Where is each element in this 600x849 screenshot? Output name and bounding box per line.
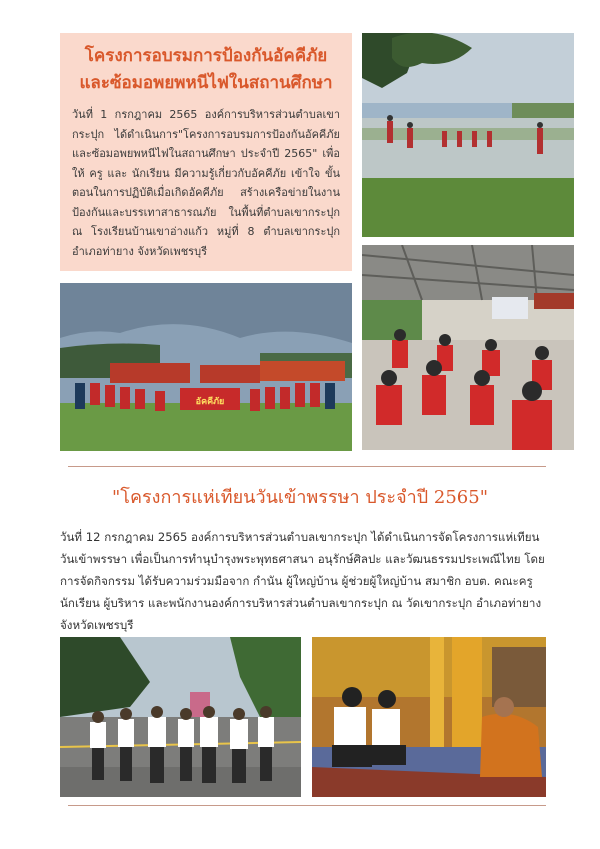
section-divider-bottom [68,805,546,806]
banner-text: อัคคีภัย [195,397,225,407]
article-body-candle-procession: วันที่ 12 กรกฎาคม 2565 องค์การบริหารส่วนตำบลเขากระปุก ได้ดำเนินการจัดโครงการแห่เทียนวันเข้าพรรษา เพื่อเป็นการทำนุบำรุงพระพุทธศาสนา อนุรักษ์ศิลปะ และวัฒนธรรมประเพณีไทย โดยการจัดกิจกรรม ได้รับความร่วมมือจาก กำนัน ผู้ใหญ่บ้าน ผู้ช่วยผู้ใหญ่บ้าน สมาชิก อบต. คณะครู นักเรียน ผู้บริหาร และพนักงานองค์การบริหารส่วนตำบลเขากระปุก ณ วัดเขากระปุก อำเภอท่ายาง จังหวัดเพชรบุรี [60,530,545,632]
fire-training-article [60,33,352,271]
photo-candle-procession-road [60,637,301,797]
article-body-fire-training: วันที่ 1 กรกฎาคม 2565 องค์การบริหารส่วนตำบลเขากระปุก ได้ดำเนินการ"โครงการอบรมการป้องกันอัคคีภัยและซ้อมอพยพหนีไฟในสถานศึกษา ประจำปี 2565" เพื่อให้ ครู และ นักเรียน มีความรู้เกี่ยวกับอัคคีภัย เข้าใจ ขั้นตอนในการปฏิบัติเมื่อเกิดอัคคีภัย สร้างเครือข่ายในงานป้องกันและบรรเทาสาธารณภัย ในพื้นที่ตำบลเขากระปุก ณ โรงเรียนบ้านเขาอ่างแก้ว หมู่ที่ 8 ตำบลเขากระปุก อำเภอท่ายาง จังหวัดเพชรบุรี [72,108,340,258]
photo-temple-ceremony [312,637,546,797]
article-title-candle-procession: "โครงการแห่เทียนวันเข้าพรรษา ประจำปี 2565" [112,487,488,508]
article-title-fire-training: โครงการอบรมการป้องกันอัคคีภัยและซ้อมอพยพหนีไฟในสถานศึกษา [79,46,333,93]
photo-group-fire-trucks [60,283,352,451]
section-divider-top [68,466,546,467]
photo-classroom-training [362,245,574,450]
photo-fire-drill-field [362,33,574,237]
